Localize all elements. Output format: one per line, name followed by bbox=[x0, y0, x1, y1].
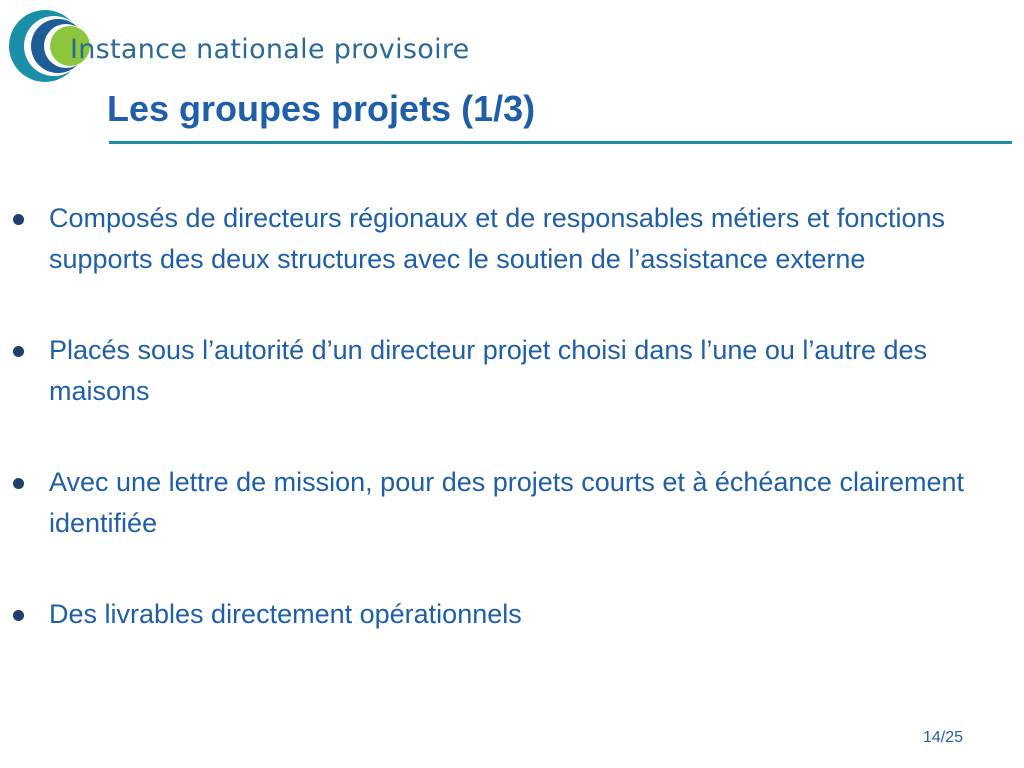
list-item bbox=[0, 594, 1024, 635]
bullet-icon bbox=[13, 610, 24, 621]
list-item bbox=[0, 462, 1024, 544]
bullet-icon bbox=[13, 478, 24, 489]
bullet-icon bbox=[13, 214, 24, 225]
bullet-icon bbox=[13, 346, 24, 357]
list-item bbox=[0, 198, 1024, 280]
list-item bbox=[0, 330, 1024, 412]
bullet-list bbox=[0, 198, 1024, 635]
bullet-text: Des livrables directement opérationnels bbox=[49, 599, 522, 629]
bullet-text: Placés sous l’autorité d’un directeur projet choisi dans l’une ou l’autre des maisons bbox=[49, 335, 928, 406]
title-divider bbox=[109, 141, 1012, 144]
bullet-text: Avec une lettre de mission, pour des projets courts et à échéance clairement identifiée bbox=[49, 467, 964, 538]
bullet-text: Composés de directeurs régionaux et de responsables métiers et fonctions supports des deux structures avec le soutien de l’assistance externe bbox=[49, 203, 945, 274]
page-number: 14/25 bbox=[922, 729, 963, 746]
logo bbox=[8, 8, 508, 84]
slide-title: Les groupes projets (1/3) bbox=[107, 88, 536, 129]
logo-text: Instance nationale provisoire bbox=[70, 34, 470, 65]
